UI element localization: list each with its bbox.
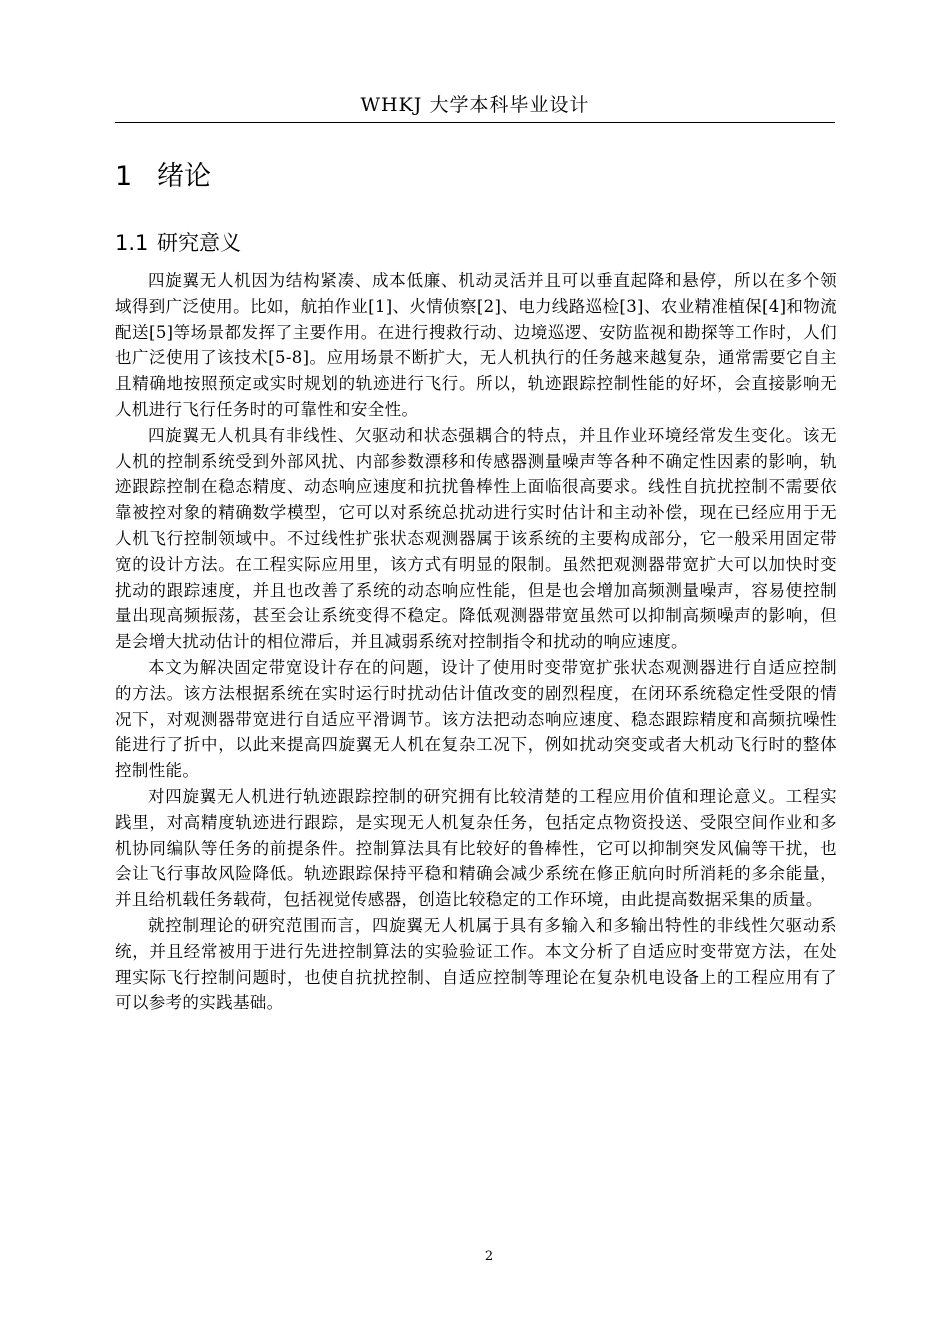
section-title: 研究意义 xyxy=(157,231,241,255)
section-number: 1.1 xyxy=(115,231,149,255)
section-heading xyxy=(115,228,241,258)
header-rule xyxy=(115,122,835,123)
paragraph: 本文为解决固定带宽设计存在的问题，设计了使用时变带宽扩张状态观测器进行自适应控制的方法。该方法根据系统在实时运行时扰动估计值改变的剧烈程度，在闭环系统稳定性受限的情况下，对观测器带宽进行自适应平滑调节。该方法把动态响应速度、稳态跟踪精度和高频抗噪性能进行了折中，以此来提高四旋翼无人机在复杂工况下，例如扰动突变或者大机动飞行时的整体控制性能。 xyxy=(115,657,837,781)
chapter-title: 绪论 xyxy=(157,161,211,192)
paragraph: 四旋翼无人机具有非线性、欠驱动和状态强耦合的特点，并且作业环境经常发生变化。该无人机的控制系统受到外部风扰、内部参数漂移和传感器测量噪声等各种不确定性因素的影响，轨迹跟踪控制在稳态精度、动态响应速度和抗扰鲁棒性上面临很高要求。线性自抗扰控制不需要依靠被控对象的精确数学模型，它可以对系统总扰动进行实时估计和主动补偿，现在已经应用于无人机飞行控制领域中。不过线性扩张状态观测器属于该系统的主要构成部分，它一般采用固定带宽的设计方法。在工程实际应用里，该方式有明显的限制。虽然把观测器带宽扩大可以加快时变扰动的跟踪速度，并且也改善了系统的动态响应性能，但是也会增加高频测量噪声，容易使控制量出现高频振荡，甚至会让系统变得不稳定。降低观测器带宽虽然可以抑制高频噪声的影响，但是会增大扰动估计的相位滞后，并且减弱系统对控制指令和扰动的响应速度。 xyxy=(115,425,837,652)
paragraph: 对四旋翼无人机进行轨迹跟踪控制的研究拥有比较清楚的工程应用价值和理论意义。工程实践里，对高精度轨迹进行跟踪，是实现无人机复杂任务，包括定点物资投送、受限空间作业和多机协同编队等任务的前提条件。控制算法具有比较好的鲁棒性，它可以抑制突发风偏等干扰，也会让飞行事故风险降低。轨迹跟踪保持平稳和精确会减少系统在修正航向时所消耗的多余能量，并且给机载任务载荷，包括视觉传感器，创造比较稳定的工作环境，由此提高数据采集的质量。 xyxy=(115,786,837,910)
body-text xyxy=(115,268,837,1016)
chapter-number: 1 xyxy=(115,161,133,192)
page-number: 2 xyxy=(484,1249,494,1264)
page-header: WHKJ 大学本科毕业设计 xyxy=(360,94,590,116)
chapter-heading xyxy=(115,156,211,198)
paragraph: 四旋翼无人机因为结构紧凑、成本低廉、机动灵活并且可以垂直起降和悬停，所以在多个领域得到广泛使用。比如，航拍作业[1]、火情侦察[2]、电力线路巡检[3]、农业精准植保[4]和物流配送[5]等场景都发挥了主要作用。在进行搜救行动、边境巡逻、安防监视和勘探等工作时，人们也广泛使用了该技术[5-8]。应用场景不断扩大，无人机执行的任务越来越复杂，通常需要它自主且精确地按照预定或实时规划的轨迹进行飞行。所以，轨迹跟踪控制性能的好坏，会直接影响无人机进行飞行任务时的可靠性和安全性。 xyxy=(115,271,837,419)
paragraph: 就控制理论的研究范围而言，四旋翼无人机属于具有多输入和多输出特性的非线性欠驱动系统，并且经常被用于进行先进控制算法的实验验证工作。本文分析了自适应时变带宽方法，在处理实际飞行控制问题时，也使自抗扰控制、自适应控制等理论在复杂机电设备上的工程应用有了可以参考的实践基础。 xyxy=(115,915,837,1013)
